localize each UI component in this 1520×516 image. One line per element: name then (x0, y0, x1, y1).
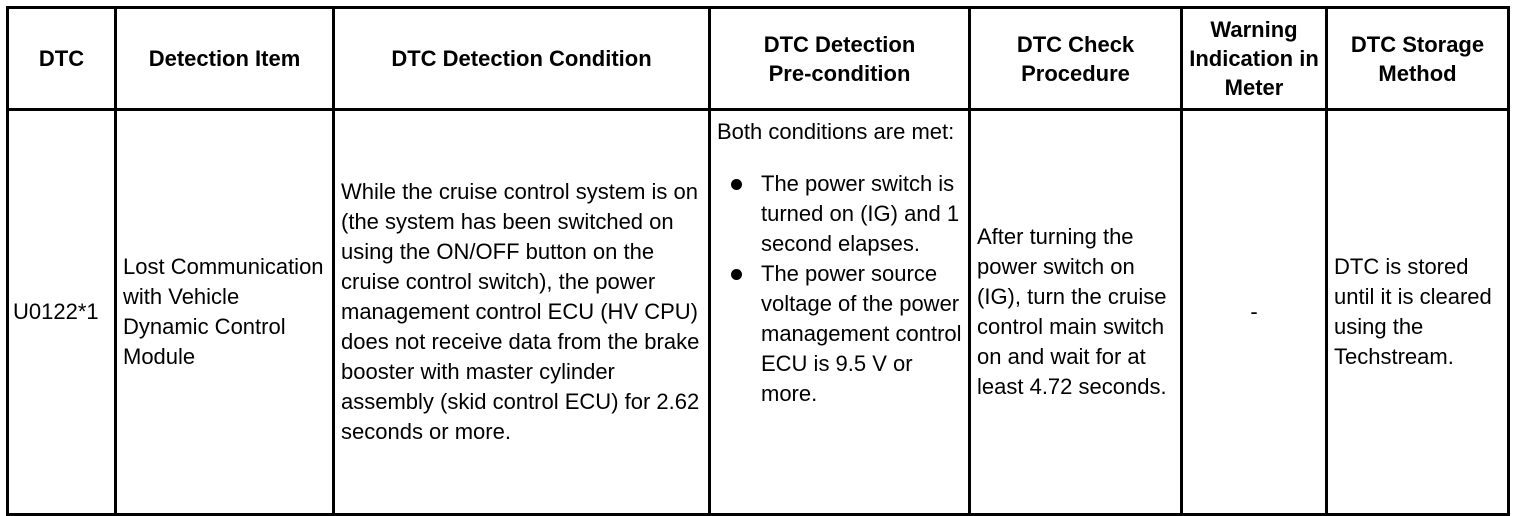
dtc-table (6, 6, 1510, 516)
list-item (711, 259, 968, 409)
bullet-icon (731, 269, 742, 280)
pre-condition-list (711, 169, 968, 409)
header-dtc: DTC (8, 8, 116, 110)
dtc-table-container (6, 6, 1510, 516)
cell-dtc-code: U0122*1 (8, 110, 116, 515)
header-detection-item: Detection Item (116, 8, 334, 110)
header-row (8, 8, 1509, 110)
list-item (711, 169, 968, 259)
header-storage-method-text: DTC Storage Method (1350, 31, 1485, 86)
pre-condition-intro: Both conditions are met: (717, 119, 955, 144)
cell-check-procedure: After turning the power switch on (IG), turn the cruise control main switch on and wait for at least 4.72 seconds. (970, 110, 1182, 515)
header-check-procedure-text: DTC Check Procedure (1016, 31, 1135, 86)
table-row (8, 110, 1509, 515)
pre-condition-item-2: The power source voltage of the power management control ECU is 9.5 V or more. (761, 261, 962, 406)
header-warning-indication (1182, 8, 1327, 110)
header-pre-condition (710, 8, 970, 110)
bullet-icon (731, 179, 742, 190)
cell-detection-condition: While the cruise control system is on (the system has been switched on using the ON/OFF button on the cruise control switch), the power management control ECU (HV CPU) does not receive data from the brake booster with master cylinder assembly (skid control ECU) for 2.62 seconds or more. (334, 110, 710, 515)
cell-pre-condition (710, 110, 970, 515)
cell-storage-method: DTC is stored until it is cleared using the Techstream. (1327, 110, 1509, 515)
header-pre-condition-text: DTC Detection Pre-condition (763, 31, 916, 86)
header-check-procedure (970, 8, 1182, 110)
header-warning-indication-text: Warning Indication in Meter (1189, 17, 1319, 100)
cell-detection-item: Lost Communication with Vehicle Dynamic Control Module (116, 110, 334, 515)
header-storage-method (1327, 8, 1509, 110)
cell-warning-indication: - (1182, 110, 1327, 515)
header-detection-condition: DTC Detection Condition (334, 8, 710, 110)
pre-condition-item-1: The power switch is turned on (IG) and 1 second elapses. (761, 171, 960, 256)
